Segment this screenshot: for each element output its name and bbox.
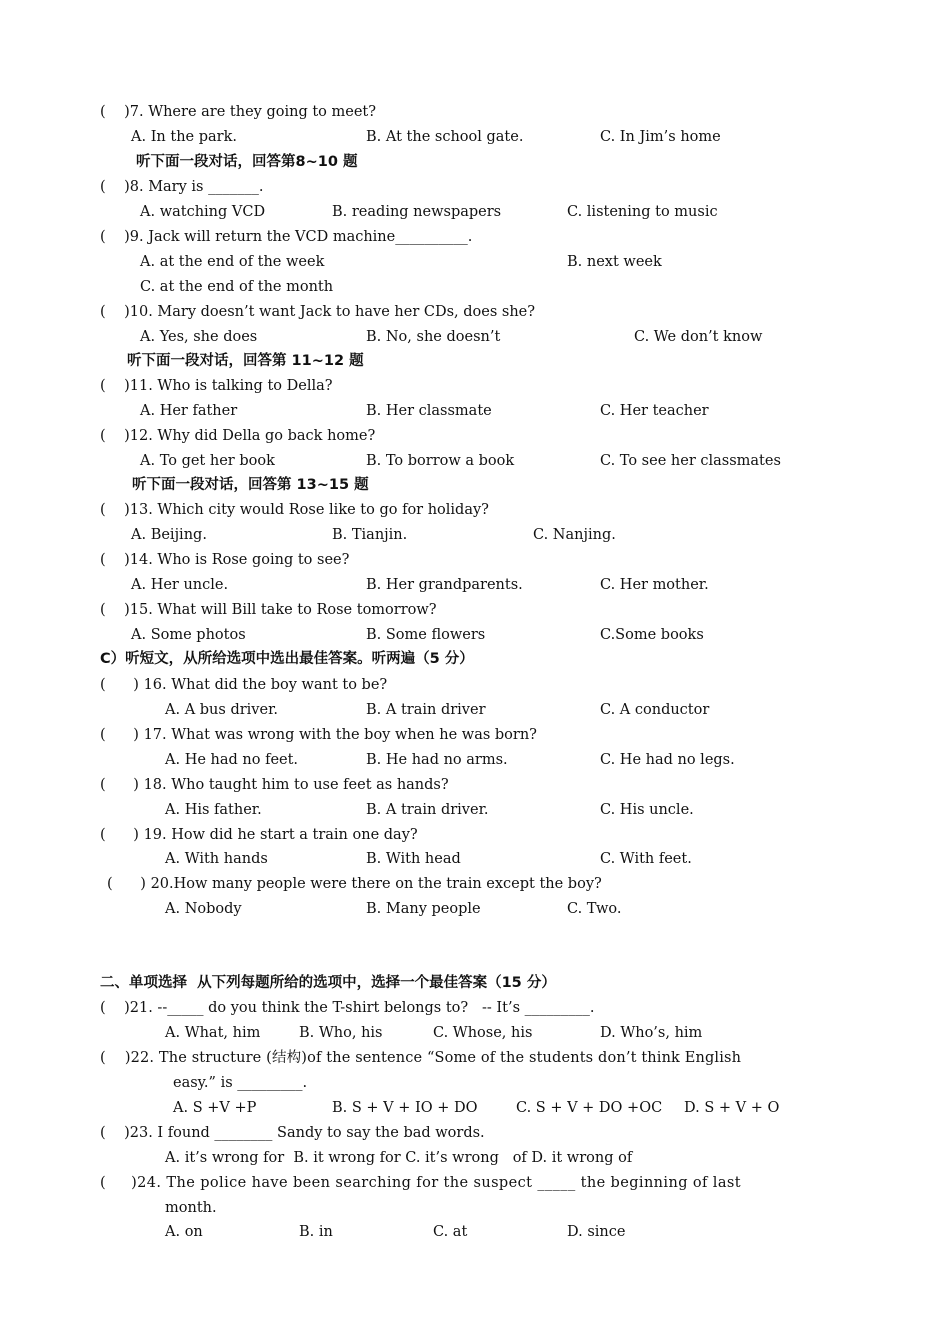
question-19-stem: ( ) 19. How did he start a train one day? xyxy=(100,827,418,843)
question-11-option-a: A. Her father xyxy=(140,403,238,419)
listening-heading-13-15: 听下面一段对话，回答第 13~15 题 xyxy=(132,477,369,493)
question-15-option-a: A. Some photos xyxy=(131,627,246,643)
question-8-option-b: B. reading newspapers xyxy=(332,204,502,220)
question-11-stem: ( )11. Who is talking to Della? xyxy=(100,378,333,394)
question-22-stem-continued: easy.” is _________. xyxy=(173,1075,308,1091)
question-16-stem: ( ) 16. What did the boy want to be? xyxy=(100,677,388,693)
question-9-option-b: B. next week xyxy=(567,254,662,270)
listening-heading-8-10: 听下面一段对话，回答第8~10 题 xyxy=(136,154,358,170)
part-two-heading: 二、单项选择 从下列每题所给的选项中，选择一个最佳答案（15 分） xyxy=(100,975,556,991)
question-18-option-c: C. His uncle. xyxy=(600,802,694,818)
question-8-option-a: A. watching VCD xyxy=(140,204,266,220)
question-13-option-c: C. Nanjing. xyxy=(533,527,616,543)
question-17-option-b: B. He had no arms. xyxy=(366,752,508,768)
question-8-stem: ( )8. Mary is _______. xyxy=(100,179,264,195)
question-22-option-d: D. S + V + O xyxy=(684,1100,780,1116)
question-15-option-c: C.Some books xyxy=(600,627,704,643)
question-17-stem: ( ) 17. What was wrong with the boy when he was born? xyxy=(100,727,537,743)
question-10-option-c: C. We don’t know xyxy=(634,329,763,345)
question-22-option-b: B. S + V + IO + DO xyxy=(332,1100,478,1116)
question-7-option-b: B. At the school gate. xyxy=(366,129,524,145)
question-20-option-a: A. Nobody xyxy=(165,901,242,917)
question-15-option-b: B. Some flowers xyxy=(366,627,486,643)
listening-heading-11-12: 听下面一段对话，回答第 11~12 题 xyxy=(127,353,364,369)
question-12-option-a: A. To get her book xyxy=(140,453,275,469)
question-24-option-c: C. at xyxy=(433,1224,468,1240)
question-13-option-a: A. Beijing. xyxy=(131,527,207,543)
question-10-stem: ( )10. Mary doesn’t want Jack to have her CDs, does she? xyxy=(100,304,536,320)
question-10-option-b: B. No, she doesn’t xyxy=(366,329,501,345)
question-20-stem: ( ) 20.How many people were there on the train except the boy? xyxy=(107,876,602,892)
question-14-option-a: A. Her uncle. xyxy=(131,577,229,593)
question-20-option-b: B. Many people xyxy=(366,901,481,917)
question-22-option-a: A. S +V +P xyxy=(173,1100,257,1116)
question-21-option-b: B. Who, his xyxy=(299,1025,383,1041)
question-7-option-c: C. In Jim’s home xyxy=(600,129,721,145)
question-14-option-c: C. Her mother. xyxy=(600,577,709,593)
question-11-option-b: B. Her classmate xyxy=(366,403,492,419)
question-19-option-b: B. With head xyxy=(366,851,461,867)
question-24-option-a: A. on xyxy=(165,1224,203,1240)
question-20-option-c: C. Two. xyxy=(567,901,622,917)
question-17-option-a: A. He had no feet. xyxy=(165,752,299,768)
question-9-stem: ( )9. Jack will return the VCD machine__________. xyxy=(100,229,473,245)
question-22-stem: ( )22. The structure (结构)of the sentence “Some of the students don’t think English xyxy=(100,1050,742,1066)
question-24-option-d: D. since xyxy=(567,1224,626,1240)
question-14-option-b: B. Her grandparents. xyxy=(366,577,523,593)
question-24-option-b: B. in xyxy=(299,1224,333,1240)
question-12-option-b: B. To borrow a book xyxy=(366,453,515,469)
question-21-stem: ( )21. --_____ do you think the T-shirt belongs to? -- It’s _________. xyxy=(100,1000,595,1016)
question-21-option-d: D. Who’s, him xyxy=(600,1025,703,1041)
question-23-options: A. it’s wrong for B. it wrong for C. it’s wrong of D. it wrong of xyxy=(165,1150,633,1166)
question-18-option-b: B. A train driver. xyxy=(366,802,489,818)
question-13-option-b: B. Tianjin. xyxy=(332,527,408,543)
question-14-stem: ( )14. Who is Rose going to see? xyxy=(100,552,350,568)
question-12-option-c: C. To see her classmates xyxy=(600,453,781,469)
question-17-option-c: C. He had no legs. xyxy=(600,752,735,768)
section-c-heading: C）听短文，从所给选项中选出最佳答案。听两遍（5 分） xyxy=(100,651,474,667)
question-8-option-c: C. listening to music xyxy=(567,204,718,220)
question-9-option-a: A. at the end of the week xyxy=(140,254,325,270)
question-19-option-c: C. With feet. xyxy=(600,851,692,867)
question-15-stem: ( )15. What will Bill take to Rose tomorrow? xyxy=(100,602,437,618)
question-16-option-b: B. A train driver xyxy=(366,702,486,718)
question-19-option-a: A. With hands xyxy=(165,851,268,867)
question-10-option-a: A. Yes, she does xyxy=(140,329,258,345)
question-12-stem: ( )12. Why did Della go back home? xyxy=(100,428,376,444)
question-22-option-c: C. S + V + DO +OC xyxy=(516,1100,663,1116)
question-16-option-c: C. A conductor xyxy=(600,702,710,718)
question-13-stem: ( )13. Which city would Rose like to go for holiday? xyxy=(100,502,489,518)
question-18-option-a: A. His father. xyxy=(165,802,262,818)
question-9-option-c: C. at the end of the month xyxy=(140,279,334,295)
question-21-option-c: C. Whose, his xyxy=(433,1025,533,1041)
question-18-stem: ( ) 18. Who taught him to use feet as hands? xyxy=(100,777,449,793)
question-21-option-a: A. What, him xyxy=(165,1025,261,1041)
question-7-stem: ( )7. Where are they going to meet? xyxy=(100,104,377,120)
question-23-stem: ( )23. I found ________ Sandy to say the bad words. xyxy=(100,1125,485,1141)
question-24-stem: ( )24. The police have been searching for the suspect _____ the beginning of last xyxy=(100,1175,741,1191)
question-7-option-a: A. In the park. xyxy=(131,129,237,145)
question-24-stem-continued: month. xyxy=(165,1200,217,1216)
question-16-option-a: A. A bus driver. xyxy=(165,702,279,718)
question-11-option-c: C. Her teacher xyxy=(600,403,709,419)
